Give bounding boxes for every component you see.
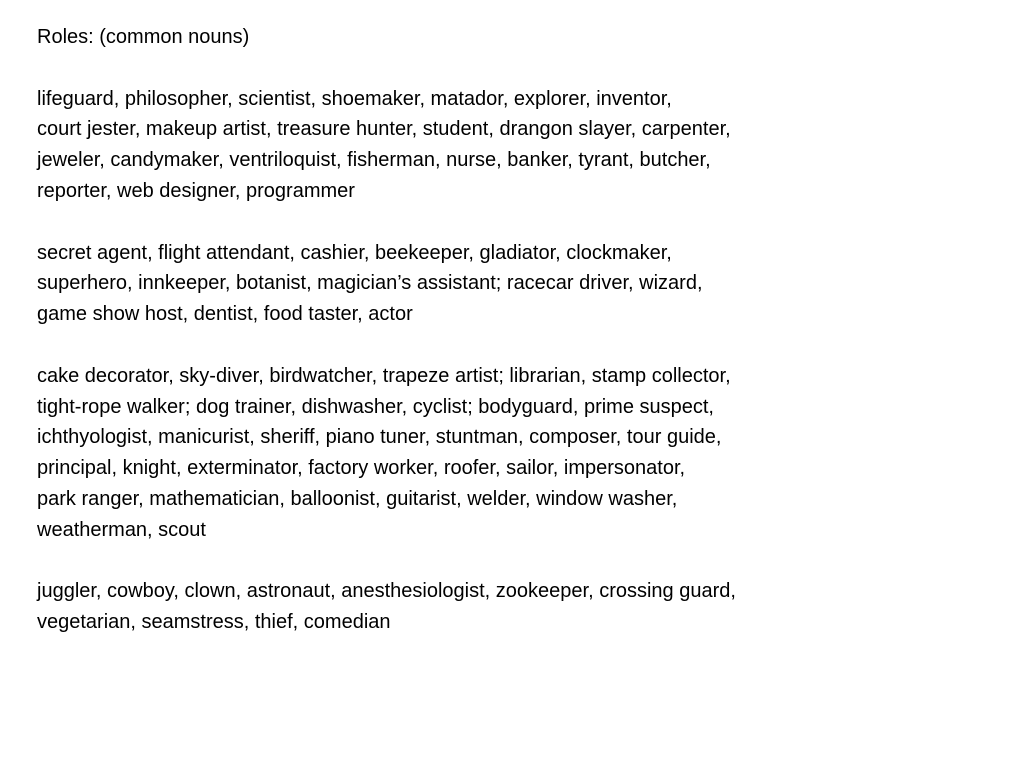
paragraph-line: juggler, cowboy, clown, astronaut, anesthesiologist, zookeeper, crossing guard, (37, 580, 736, 603)
paragraph-line: ichthyologist, manicurist, sheriff, piano tuner, stuntman, composer, tour guide, (37, 426, 722, 449)
roles-paragraph-1 (37, 84, 997, 207)
roles-paragraph-3 (37, 361, 997, 546)
slide-content (37, 22, 997, 669)
paragraph-line: game show host, dentist, food taster, actor (37, 303, 413, 326)
paragraph-line: secret agent, flight attendant, cashier, beekeeper, gladiator, clockmaker, (37, 241, 672, 264)
paragraph-line: cake decorator, sky-diver, birdwatcher, trapeze artist; librarian, stamp collector, (37, 364, 731, 387)
roles-paragraph-2 (37, 238, 997, 330)
paragraph-line: jeweler, candymaker, ventriloquist, fisherman, nurse, banker, tyrant, butcher, (37, 149, 711, 172)
paragraph-line: vegetarian, seamstress, thief, comedian (37, 611, 391, 634)
paragraph-line: principal, knight, exterminator, factory worker, roofer, sailor, impersonator, (37, 457, 686, 480)
slide-heading: Roles: (common nouns) (37, 26, 250, 48)
paragraph-line: superhero, innkeeper, botanist, magician’s assistant; racecar driver, wizard, (37, 272, 703, 295)
paragraph-line: park ranger, mathematician, balloonist, guitarist, welder, window washer, (37, 487, 678, 510)
paragraph-line: tight-rope walker; dog trainer, dishwasher, cyclist; bodyguard, prime suspect, (37, 395, 714, 418)
roles-paragraph-4 (37, 576, 997, 638)
paragraph-line: weatherman, scout (37, 518, 206, 541)
paragraph-line: reporter, web designer, programmer (37, 179, 355, 202)
paragraph-line: court jester, makeup artist, treasure hunter, student, drangon slayer, carpenter, (37, 118, 731, 141)
paragraph-line: lifeguard, philosopher, scientist, shoemaker, matador, explorer, inventor, (37, 87, 672, 110)
